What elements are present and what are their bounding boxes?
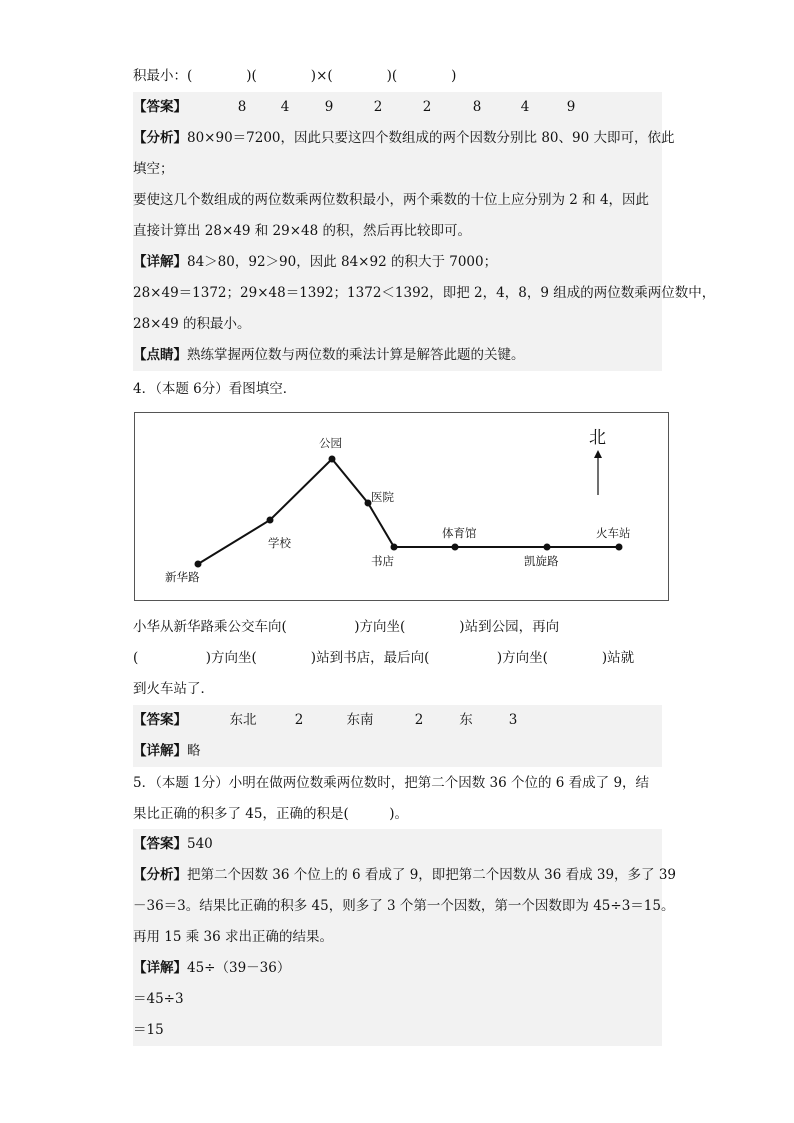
bus-route-line (198, 459, 619, 564)
answer-value: 2 (422, 99, 432, 115)
q5-title-1: 5．（本题 1分）小明在做两位数乘两位数时，把第二个因数 36 个位的 6 看成了 9，结 (133, 775, 650, 791)
detail-text: 略 (187, 743, 201, 759)
detail-label: 【详解】 (133, 254, 187, 270)
q5-answer (133, 829, 662, 860)
answer-value: 2 (414, 712, 424, 728)
q4-title: 4．（本题 6分）看图填空． (133, 381, 297, 397)
q5-analysis-2: －36＝3。结果比正确的积多 45，则多了 3 个第一个因数，第一个因数即为 45÷3＝15。 (133, 891, 662, 922)
q4-text-2: ( )方向坐( )站到书店，最后向( )方向坐( )站就 (133, 650, 635, 666)
q3-analysis-3: 要使这几个数组成的两位数乘两位数积最小，两个乘数的十位上应分别为 2 和 4，因此 (133, 185, 662, 216)
answer-label: 【答案】 (133, 836, 187, 852)
stop-bookstore-dot (391, 544, 398, 551)
stop-railway-station-dot (616, 544, 623, 551)
detail-text: 45÷（39－36） (187, 960, 291, 976)
answer-value: 3 (508, 712, 518, 728)
answer-value: 4 (520, 99, 530, 115)
answer-value: 540 (187, 836, 213, 852)
answer-value: 9 (324, 99, 334, 115)
stop-park-dot (329, 456, 336, 463)
q5-detail-3: ＝15 (133, 1015, 662, 1046)
north-label: 北 (589, 428, 606, 447)
analysis-label: 【分析】 (133, 867, 187, 883)
detail-text: 84＞80，92＞90，因此 84×92 的积大于 7000； (187, 254, 498, 270)
place-label-railway-station: 火车站 (596, 528, 631, 540)
q3-detail-2: 28×49＝1372；29×48＝1392；1372＜1392，即把 2，4，8，9 组成的两位数乘两位数中， (133, 278, 662, 309)
q5-detail-1 (133, 953, 662, 984)
place-label-park: 公园 (319, 438, 342, 450)
q5-analysis-3: 再用 15 乘 36 求出正确的结果。 (133, 922, 662, 953)
answer-value: 东南 (346, 712, 374, 728)
q5-detail-2: ＝45÷3 (133, 984, 662, 1015)
comment-label: 【点睛】 (133, 347, 187, 363)
q3-detail-1 (133, 247, 662, 278)
answer-label: 【答案】 (133, 712, 187, 728)
answer-value: 9 (566, 99, 576, 115)
q3-detail-3: 28×49 的积最小。 (133, 309, 662, 340)
stop-school-dot (267, 517, 274, 524)
q5-title-2: 果比正确的积多了 45，正确的积是( )。 (133, 806, 409, 822)
q3-min-product-line: 积最小：( )( )×( )( ) (133, 68, 457, 84)
q4-text-1: 小华从新华路乘公交车向( )方向坐( )站到公园，再向 (133, 619, 560, 635)
detail-label: 【详解】 (133, 960, 187, 976)
q4-text-3: 到火车站了． (133, 681, 214, 697)
north-arrow-head (594, 450, 602, 458)
place-label-xinhualu: 新华路 (165, 572, 200, 584)
answer-value: 2 (373, 99, 383, 115)
stop-kaixuanlu-dot (544, 544, 551, 551)
stop-xinhualu-dot (195, 561, 202, 568)
analysis-text: 把第二个因数 36 个位上的 6 看成了 9，即把第二个因数从 36 看成 39，多了 39 (187, 867, 677, 883)
place-label-kaixuanlu: 凯旋路 (524, 556, 559, 568)
q3-analysis-4: 直接计算出 28×49 和 29×48 的积，然后再比较即可。 (133, 216, 662, 247)
detail-label: 【详解】 (133, 743, 187, 759)
q5-analysis-1 (133, 860, 677, 891)
comment-text: 熟练掌握两位数与两位数的乘法计算是解答此题的关键。 (187, 347, 525, 363)
q3-answer-row (133, 92, 662, 123)
answer-value: 8 (237, 99, 247, 115)
route-map (134, 412, 669, 601)
stop-stadium-dot (452, 544, 459, 551)
q4-detail (133, 736, 662, 767)
q3-comment (133, 340, 662, 371)
answer-value: 2 (294, 712, 304, 728)
place-label-hospital: 医院 (371, 492, 394, 504)
place-label-bookstore: 书店 (371, 556, 394, 568)
analysis-text: 80×90＝7200，因此只要这四个数组成的两个因数分别比 80、90 大即可，依此 (187, 130, 675, 146)
answer-value: 东北 (229, 712, 257, 728)
answer-label: 【答案】 (133, 99, 187, 115)
q3-analysis-1 (133, 123, 675, 154)
q4-answer-row (133, 705, 662, 736)
place-label-school: 学校 (268, 538, 291, 550)
answer-value: 东 (459, 712, 473, 728)
analysis-label: 【分析】 (133, 130, 187, 146)
answer-value: 8 (472, 99, 482, 115)
place-label-stadium: 体育馆 (442, 528, 477, 540)
answer-value: 4 (280, 99, 290, 115)
q3-analysis-2: 填空； (133, 154, 662, 185)
